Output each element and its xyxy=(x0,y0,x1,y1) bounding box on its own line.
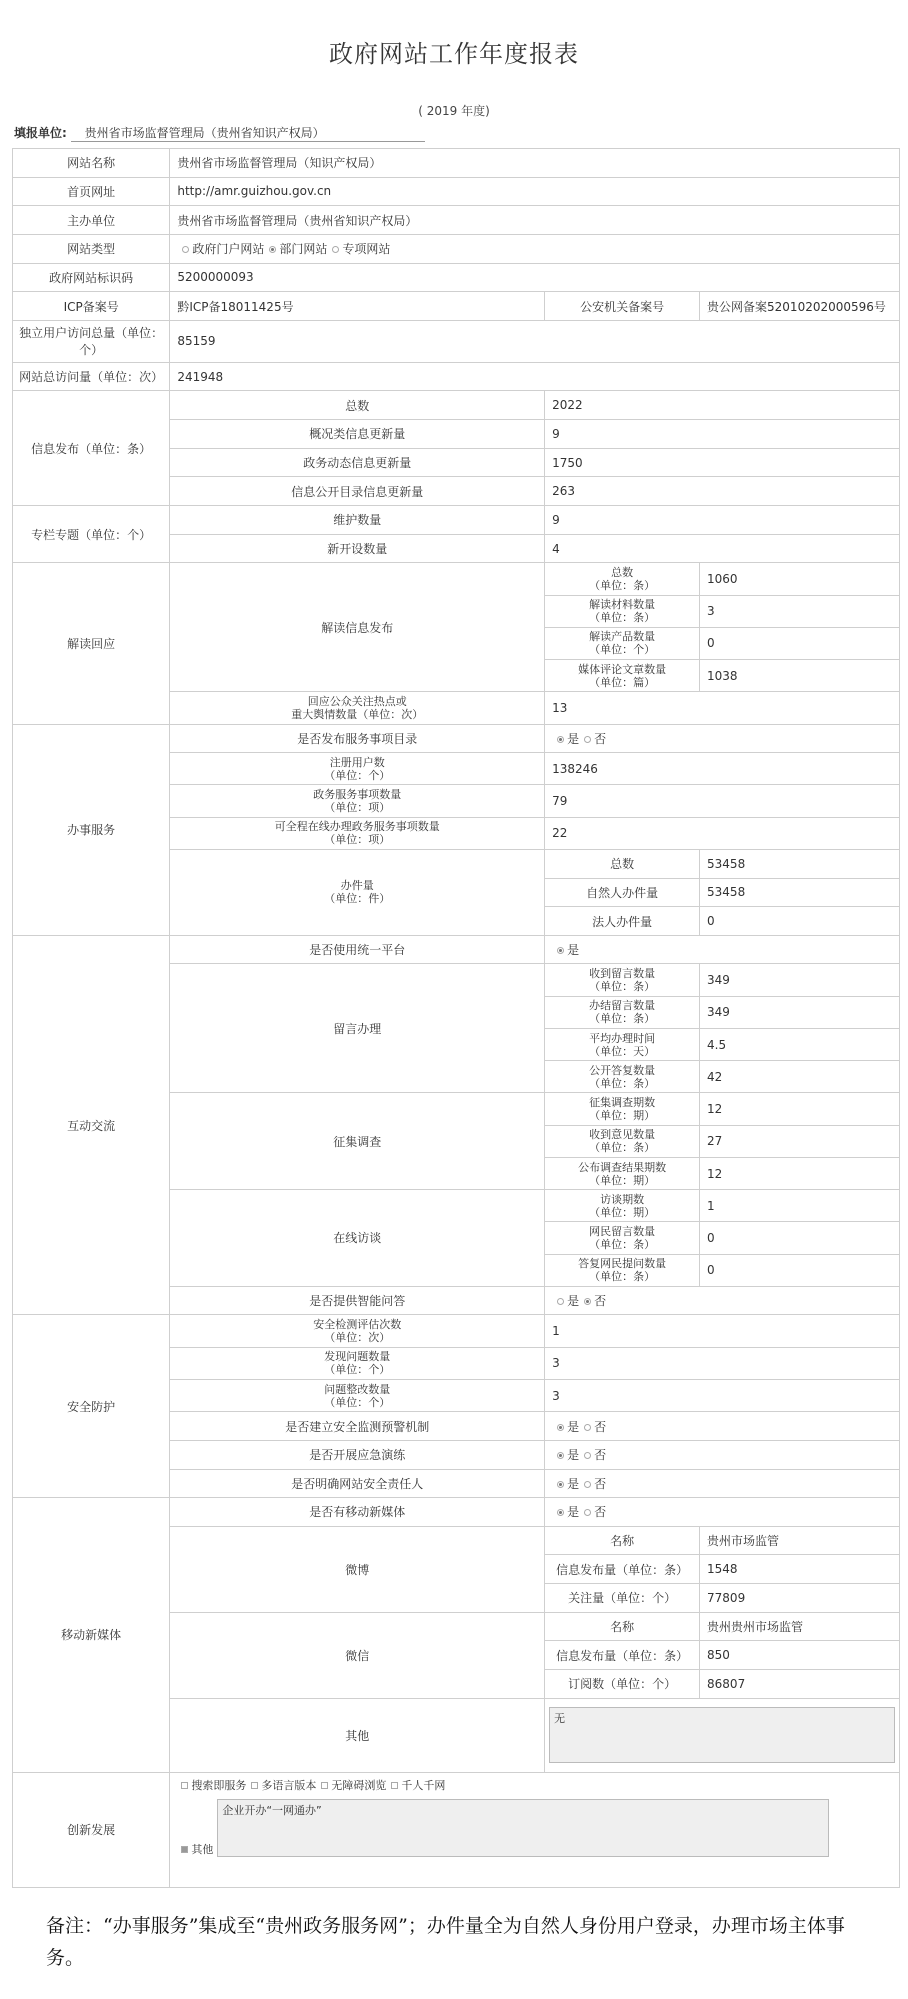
cases-row-value: 53458 xyxy=(700,849,900,878)
talk-row-value: 0 xyxy=(700,1254,900,1286)
sec-monitor-value: 是 否 xyxy=(545,1412,900,1441)
media-other-textarea[interactable]: 无 xyxy=(549,1707,895,1763)
site-host-label: 主办单位 xyxy=(13,206,170,235)
filler-label: 填报单位: xyxy=(14,126,67,140)
msg-row-label: 收到留言数量 （单位：条） xyxy=(545,964,700,996)
service-online-value: 22 xyxy=(545,817,900,849)
innovation-options xyxy=(176,1777,893,1793)
sec-resp-label: 是否明确网站安全责任人 xyxy=(170,1469,545,1498)
interp-section-label: 解读回应 xyxy=(13,563,170,724)
msg-row-value: 4.5 xyxy=(700,1028,900,1060)
radio-checked-icon[interactable] xyxy=(557,736,564,743)
service-online-label: 可全程在线办理政务服务事项数量 （单位：项） xyxy=(170,817,545,849)
ai-label: 是否提供智能问答 xyxy=(170,1286,545,1315)
site-type-label: 网站类型 xyxy=(13,234,170,263)
site-type-options xyxy=(170,234,900,263)
psb-label: 公安机关备案号 xyxy=(545,292,700,321)
radio-checked-icon[interactable] xyxy=(557,947,564,954)
survey-row-value: 12 xyxy=(700,1093,900,1125)
interp-response-value: 13 xyxy=(545,692,900,724)
innovation-option: 无障碍浏览 xyxy=(331,1778,387,1792)
survey-label: 征集调查 xyxy=(170,1093,545,1190)
icp-label: ICP备案号 xyxy=(13,292,170,321)
cases-row-label: 自然人办件量 xyxy=(545,878,700,907)
innovation-other-textarea[interactable]: 企业开办“一网通办” xyxy=(217,1799,829,1857)
info-row-value: 263 xyxy=(545,477,900,506)
footnote: 备注：“办事服务”集成至“贵州政务服务网”；办件量全为自然人身份用户登录，办理市场主体事务。 xyxy=(46,1915,845,1969)
wechat-row-value: 850 xyxy=(700,1641,900,1670)
msg-row-value: 349 xyxy=(700,996,900,1028)
talk-label: 在线访谈 xyxy=(170,1190,545,1287)
sec-fixed-value: 3 xyxy=(545,1379,900,1411)
column-row-value: 4 xyxy=(545,534,900,563)
interp-response-label: 回应公众关注热点或 重大舆情数量（单位：次） xyxy=(170,692,545,724)
sec-drill-value: 是 否 xyxy=(545,1440,900,1469)
weibo-row-value: 1548 xyxy=(700,1555,900,1584)
radio-unchecked-icon[interactable] xyxy=(557,1298,564,1305)
site-type-option: 政府门户网站 xyxy=(192,242,265,257)
service-items-value: 79 xyxy=(545,785,900,817)
report-table xyxy=(12,148,900,1888)
survey-row-label: 公布调查结果期数 （单位：期） xyxy=(545,1157,700,1189)
column-row-label: 新开设数量 xyxy=(170,534,545,563)
radio-checked-icon[interactable] xyxy=(557,1452,564,1459)
site-url-label: 首页网址 xyxy=(13,177,170,206)
service-cases-label: 办件量 （单位：件） xyxy=(170,849,545,935)
wechat-label: 微信 xyxy=(170,1612,545,1698)
sec-monitor-label: 是否建立安全监测预警机制 xyxy=(170,1412,545,1441)
checkbox-icon[interactable] xyxy=(251,1782,258,1789)
talk-row-value: 1 xyxy=(700,1190,900,1222)
wechat-row-value: 贵州贵州市场监管 xyxy=(700,1612,900,1641)
service-reg-label: 注册用户数 （单位：个） xyxy=(170,753,545,785)
survey-row-label: 征集调查期数 （单位：期） xyxy=(545,1093,700,1125)
radio-checked-icon[interactable] xyxy=(269,246,276,253)
talk-row-value: 0 xyxy=(700,1222,900,1254)
survey-row-value: 27 xyxy=(700,1125,900,1157)
wechat-row-label: 名称 xyxy=(545,1612,700,1641)
msg-row-label: 平均办理时间 （单位：天） xyxy=(545,1028,700,1060)
site-url-value: http://amr.guizhou.gov.cn xyxy=(170,177,900,206)
platform-value: 是 xyxy=(545,935,900,964)
radio-checked-icon[interactable] xyxy=(557,1481,564,1488)
pv-label: 网站总访问量（单位：次） xyxy=(13,362,170,391)
uv-value: 85159 xyxy=(170,320,900,362)
media-has-value: 是 否 xyxy=(545,1498,900,1527)
weibo-label: 微博 xyxy=(170,1526,545,1612)
service-section-label: 办事服务 xyxy=(13,724,170,935)
innovation-option: 千人千网 xyxy=(401,1778,446,1792)
innovation-cell xyxy=(170,1772,900,1887)
service-dir-value: 是 否 xyxy=(545,724,900,753)
checkbox-checked-icon[interactable] xyxy=(181,1846,188,1853)
column-row-value: 9 xyxy=(545,506,900,535)
interp-row-value: 1038 xyxy=(700,660,900,692)
radio-unchecked-icon[interactable] xyxy=(584,1481,591,1488)
talk-row-label: 访谈期数 （单位：期） xyxy=(545,1190,700,1222)
info-section-label: 信息发布（单位：条） xyxy=(13,391,170,506)
page-title: 政府网站工作年度报表 xyxy=(329,40,579,68)
wechat-row-label: 订阅数（单位：个） xyxy=(545,1670,700,1699)
msg-row-label: 公开答复数量 （单位：条） xyxy=(545,1061,700,1093)
interp-row-value: 1060 xyxy=(700,563,900,595)
info-row-label: 概况类信息更新量 xyxy=(170,420,545,449)
filler-value: 贵州省市场监督管理局（贵州省知识产权局） xyxy=(71,124,425,142)
platform-label: 是否使用统一平台 xyxy=(170,935,545,964)
talk-row-label: 网民留言数量 （单位：条） xyxy=(545,1222,700,1254)
site-code-value: 5200000093 xyxy=(170,263,900,292)
column-row-label: 维护数量 xyxy=(170,506,545,535)
msg-row-label: 办结留言数量 （单位：条） xyxy=(545,996,700,1028)
cases-row-label: 法人办件量 xyxy=(545,907,700,936)
pv-value: 241948 xyxy=(170,362,900,391)
info-row-value: 2022 xyxy=(545,391,900,420)
sec-found-label: 发现问题数量 （单位：个） xyxy=(170,1347,545,1379)
innovation-option: 搜索即服务 xyxy=(191,1778,247,1792)
site-type-option: 专项网站 xyxy=(342,242,391,257)
psb-value: 贵公网备案52010202000596号 xyxy=(700,292,900,321)
ai-value: 是 否 xyxy=(545,1286,900,1315)
radio-unchecked-icon[interactable] xyxy=(332,246,339,253)
wechat-row-value: 86807 xyxy=(700,1670,900,1699)
survey-row-value: 12 xyxy=(700,1157,900,1189)
checkbox-icon[interactable] xyxy=(181,1782,188,1789)
radio-checked-icon[interactable] xyxy=(557,1424,564,1431)
sec-check-label: 安全检测评估次数 （单位：次） xyxy=(170,1315,545,1347)
checkbox-icon[interactable] xyxy=(321,1782,328,1789)
interp-row-label: 媒体评论文章数量 （单位：篇） xyxy=(545,660,700,692)
wechat-row-label: 信息发布量（单位：条） xyxy=(545,1641,700,1670)
sec-resp-value: 是 否 xyxy=(545,1469,900,1498)
media-section-label: 移动新媒体 xyxy=(13,1498,170,1773)
filler-unit xyxy=(14,124,425,142)
msg-row-value: 42 xyxy=(700,1061,900,1093)
talk-row-label: 答复网民提问数量 （单位：条） xyxy=(545,1254,700,1286)
interact-section-label: 互动交流 xyxy=(13,935,170,1315)
sec-check-value: 1 xyxy=(545,1315,900,1347)
site-host-value: 贵州省市场监督管理局（贵州省知识产权局） xyxy=(170,206,900,235)
radio-unchecked-icon[interactable] xyxy=(182,246,189,253)
info-row-label: 信息公开目录信息更新量 xyxy=(170,477,545,506)
info-row-label: 政务动态信息更新量 xyxy=(170,448,545,477)
media-other-cell xyxy=(545,1698,900,1772)
innovation-section-label: 创新发展 xyxy=(13,1772,170,1887)
radio-unchecked-icon[interactable] xyxy=(584,736,591,743)
service-dir-label: 是否发布服务事项目录 xyxy=(170,724,545,753)
interp-sub-label: 解读信息发布 xyxy=(170,563,545,692)
info-row-value: 9 xyxy=(545,420,900,449)
service-reg-value: 138246 xyxy=(545,753,900,785)
msg-label: 留言办理 xyxy=(170,964,545,1093)
weibo-row-label: 关注量（单位：个） xyxy=(545,1584,700,1613)
sec-drill-label: 是否开展应急演练 xyxy=(170,1440,545,1469)
report-year: ( 2019 年度) xyxy=(418,104,490,118)
media-has-label: 是否有移动新媒体 xyxy=(170,1498,545,1527)
media-other-label: 其他 xyxy=(170,1698,545,1772)
msg-row-value: 349 xyxy=(700,964,900,996)
site-code-label: 政府网站标识码 xyxy=(13,263,170,292)
innovation-other-row: 其他 企业开办“一网通办” xyxy=(176,1799,893,1857)
cases-row-label: 总数 xyxy=(545,849,700,878)
weibo-row-value: 77809 xyxy=(700,1584,900,1613)
interp-row-label: 解读产品数量 （单位：个） xyxy=(545,627,700,659)
site-type-option: 部门网站 xyxy=(279,242,328,257)
checkbox-icon[interactable] xyxy=(391,1782,398,1789)
radio-unchecked-icon[interactable] xyxy=(584,1424,591,1431)
interp-row-value: 3 xyxy=(700,595,900,627)
cases-row-value: 53458 xyxy=(700,878,900,907)
interp-row-label: 解读材料数量 （单位：条） xyxy=(545,595,700,627)
security-section-label: 安全防护 xyxy=(13,1315,170,1498)
uv-label: 独立用户访问总量（单位：个） xyxy=(13,320,170,362)
radio-unchecked-icon[interactable] xyxy=(584,1509,591,1516)
sec-found-value: 3 xyxy=(545,1347,900,1379)
icp-value: 黔ICP备18011425号 xyxy=(170,292,545,321)
weibo-row-value: 贵州市场监管 xyxy=(700,1526,900,1555)
weibo-row-label: 名称 xyxy=(545,1526,700,1555)
interp-row-value: 0 xyxy=(700,627,900,659)
weibo-row-label: 信息发布量（单位：条） xyxy=(545,1555,700,1584)
interp-row-label: 总数 （单位：条） xyxy=(545,563,700,595)
radio-unchecked-icon[interactable] xyxy=(584,1452,591,1459)
sec-fixed-label: 问题整改数量 （单位：个） xyxy=(170,1379,545,1411)
column-section-label: 专栏专题（单位：个） xyxy=(13,506,170,563)
radio-checked-icon[interactable] xyxy=(584,1298,591,1305)
info-row-label: 总数 xyxy=(170,391,545,420)
cases-row-value: 0 xyxy=(700,907,900,936)
service-items-label: 政务服务事项数量 （单位：项） xyxy=(170,785,545,817)
survey-row-label: 收到意见数量 （单位：条） xyxy=(545,1125,700,1157)
innovation-option: 多语言版本 xyxy=(261,1778,317,1792)
site-name-label: 网站名称 xyxy=(13,149,170,178)
site-name-value: 贵州省市场监督管理局（知识产权局） xyxy=(170,149,900,178)
info-row-value: 1750 xyxy=(545,448,900,477)
radio-checked-icon[interactable] xyxy=(557,1509,564,1516)
